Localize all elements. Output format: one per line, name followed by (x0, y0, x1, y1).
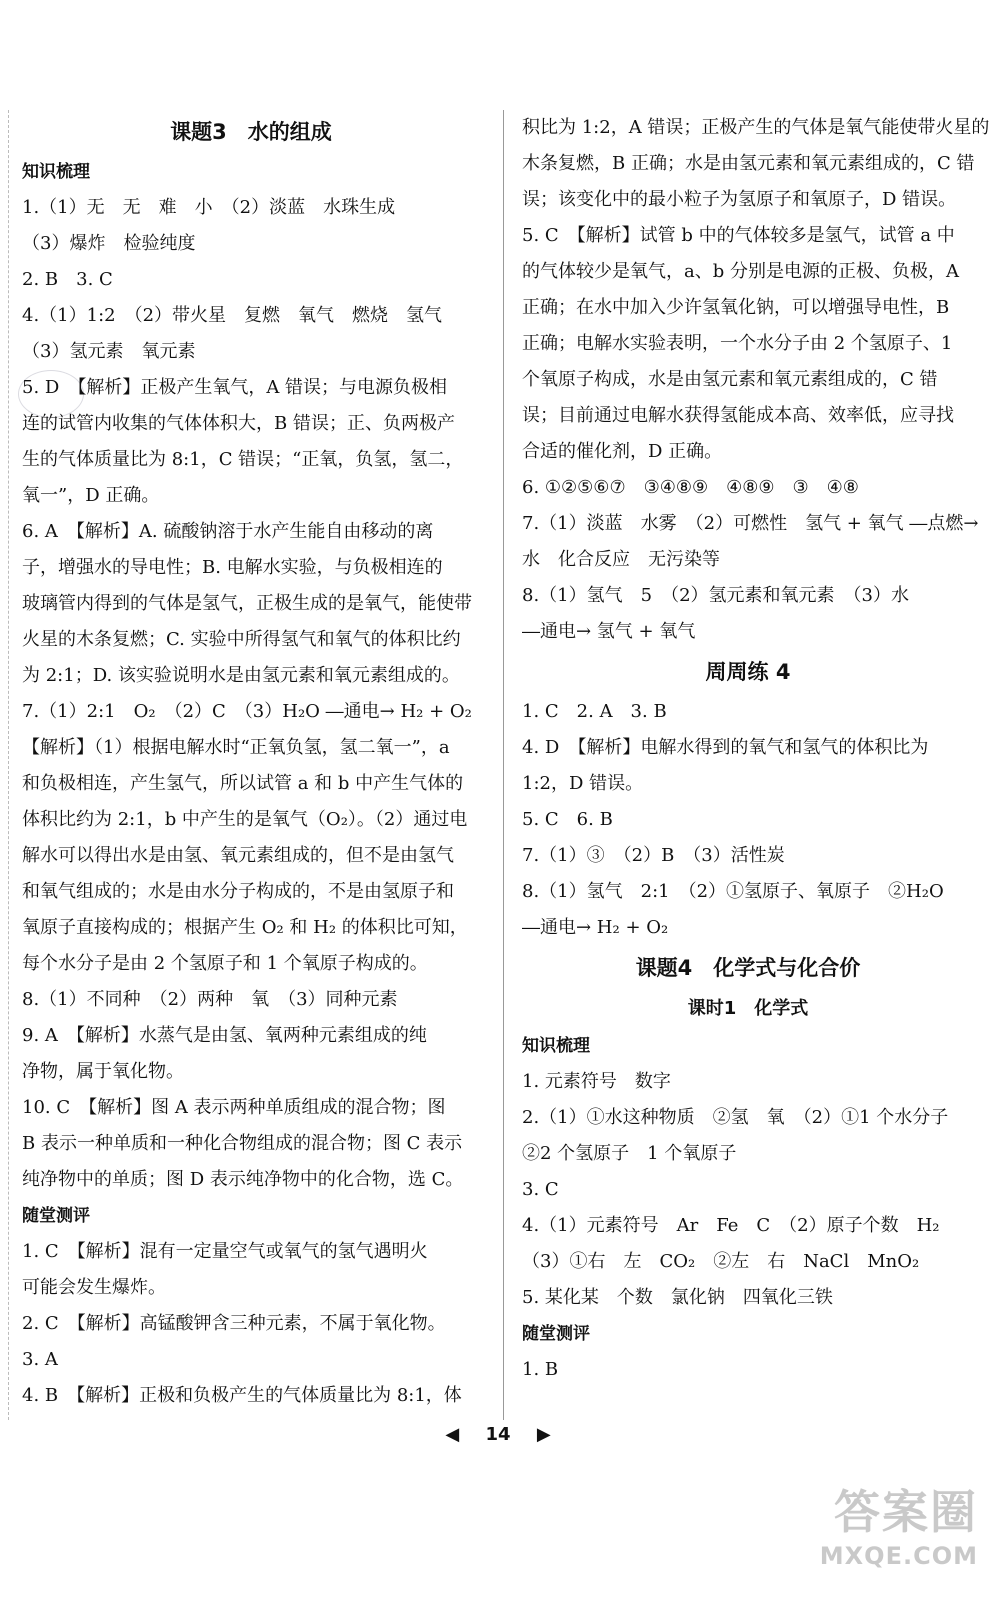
text-line: 5. 某化某 个数 氯化钠 四氧化三铁 (522, 1287, 833, 1308)
text-line: 玻璃管内得到的气体是氢气，正极生成的是氧气，能使带 (22, 593, 472, 614)
text-line: 8.（1）氢气 2:1 （2）①氢原子、氧原子 ②H₂O (522, 881, 944, 902)
text-line: （3）①右 左 CO₂ ②左 右 NaCl MnO₂ (522, 1251, 920, 1272)
text-line: 氧一”，D 正确。 (22, 485, 160, 506)
text-line: 1:2，D 错误。 (522, 773, 644, 794)
text-line: 7.（1）③ （2）B （3）活性炭 (522, 845, 785, 866)
text-line: 4.（1）1:2 （2）带火星 复燃 氧气 燃烧 氢气 (22, 305, 443, 326)
text-line: 5. D 【解析】正极产生氧气，A 错误；与电源负极相 (22, 377, 448, 398)
text-line: 误；该变化中的最小粒子为氢原子和氧原子，D 错误。 (522, 189, 957, 210)
lesson-subtitle: 课时1 化学式 (687, 998, 809, 1019)
text-line: 2. C 【解析】高锰酸钾含三种元素，不属于氧化物。 (22, 1313, 446, 1334)
text-line: 可能会发生爆炸。 (22, 1277, 166, 1298)
text-line: 正确；电解水实验表明，一个水分子由 2 个氢原子、1 (522, 333, 953, 354)
left-column (22, 110, 480, 1414)
section-heading: 知识梳理 (522, 1036, 590, 1056)
text-line: 和负极相连，产生氢气，所以试管 a 和 b 中产生气体的 (22, 773, 464, 794)
text-line: （3）爆炸 检验纯度 (22, 233, 196, 254)
text-line: 火星的木条复燃；C. 实验中所得氢气和氧气的体积比约 (22, 629, 461, 650)
text-line: 积比为 1:2，A 错误；正极产生的气体是氧气能使带火星的 (522, 117, 990, 138)
text-line: 4. D 【解析】电解水得到的氧气和氢气的体积比为 (522, 737, 929, 758)
section-heading: 知识梳理 (22, 162, 90, 182)
section-title: 课题4 化学式与化合价 (635, 956, 861, 980)
text-line: 纯净物中的单质；图 D 表示纯净物中的化合物，选 C。 (22, 1169, 464, 1190)
text-line: 每个水分子是由 2 个氢原子和 1 个氧原子构成的。 (22, 953, 428, 974)
text-line: 1. B (522, 1359, 559, 1380)
text-line: 【解析】（1）根据电解水时“正氧负氢，氢二氧一”，a (22, 737, 450, 758)
watermark-text: 答案圈 (834, 1485, 978, 1539)
text-line: 体积比约为 2:1，b 中产生的是氧气（O₂）。（2）通过电 (22, 809, 468, 830)
text-line: 个氧原子构成，水是由氢元素和氧元素组成的，C 错 (522, 369, 938, 390)
text-line: 和氧气组成的；水是由水分子构成的，不是由氢原子和 (22, 881, 454, 902)
text-line: ②2 个氢原子 1 个氧原子 (522, 1143, 737, 1164)
text-line: 2. B 3. C (22, 269, 113, 290)
text-line: 9. A 【解析】水蒸气是由氢、氧两种元素组成的纯 (22, 1025, 427, 1046)
text-line: 水 化合反应 无污染等 (522, 549, 720, 570)
text-line: （3）氢元素 氧元素 (22, 341, 196, 362)
text-line: 10. C 【解析】图 A 表示两种单质组成的混合物；图 (22, 1097, 446, 1118)
text-line: 3. C (522, 1179, 559, 1200)
left-content (22, 154, 480, 1414)
text-line: 1. C 2. A 3. B (522, 701, 667, 722)
text-line: 木条复燃，B 正确；水是由氢元素和氧元素组成的，C 错 (522, 153, 975, 174)
next-page-icon[interactable]: ▶ (536, 1424, 551, 1445)
text-line: 为 2:1；D. 该实验说明水是由氢元素和氧元素组成的。 (22, 665, 460, 686)
text-line: 8.（1）不同种 （2）两种 氧 （3）同种元素 (22, 989, 398, 1010)
text-line: 误；目前通过电解水获得氢能成本高、效率低，应寻找 (522, 405, 954, 426)
column-divider (503, 110, 504, 1420)
text-line: 8.（1）氢气 5 （2）氢元素和氧元素 （3）水 (522, 585, 909, 606)
section-heading: 随堂测评 (522, 1324, 590, 1344)
text-line: 2.（1）①水这种物质 ②氢 氧 （2）①1 个水分子 (522, 1107, 949, 1128)
lesson-title: 课题3 水的组成 (170, 120, 332, 144)
prev-page-icon[interactable]: ◀ (445, 1424, 460, 1445)
watermark-url: MXQE.COM (819, 1542, 978, 1570)
text-line: 1. C 【解析】混有一定量空气或氧气的氢气遇明火 (22, 1241, 428, 1262)
section-heading: 随堂测评 (22, 1206, 90, 1226)
page-number: 14 (485, 1424, 511, 1445)
text-line: 7.（1）2:1 O₂ （2）C （3）H₂O ―通电→ H₂ + O₂ (22, 701, 472, 722)
left-margin-rule (8, 110, 9, 1420)
watermark (820, 1476, 978, 1570)
text-line: ―通电→ H₂ + O₂ (522, 917, 669, 938)
right-column (522, 110, 990, 1388)
text-line: 正确；在水中加入少许氢氧化钠，可以增强导电性，B (522, 297, 950, 318)
page-footer (0, 1424, 996, 1445)
right-content (522, 110, 990, 1388)
text-line: 1.（1）无 无 难 小 （2）淡蓝 水珠生成 (22, 197, 396, 218)
text-line: 1. 元素符号 数字 (522, 1071, 671, 1092)
text-line: 子，增强水的导电性；B. 电解水实验，与负极相连的 (22, 557, 443, 578)
text-line: B 表示一种单质和一种化合物组成的混合物；图 C 表示 (22, 1133, 463, 1154)
text-line: 6. A 【解析】A. 硫酸钠溶于水产生能自由移动的离 (22, 521, 434, 542)
text-line: 生的气体质量比为 8:1，C 错误；“正氧，负氢，氢二， (22, 449, 464, 470)
text-line: 6. ①②⑤⑥⑦ ③④⑧⑨ ④⑧⑨ ③ ④⑧ (522, 477, 859, 498)
text-line: ―通电→ 氢气 + 氧气 (522, 621, 696, 642)
text-line: 4.（1）元素符号 Ar Fe C （2）原子个数 H₂ (522, 1215, 940, 1236)
text-line: 连的试管内收集的气体体积大，B 错误；正、负两极产 (22, 413, 455, 434)
text-line: 解水可以得出水是由氢、氧元素组成的，但不是由氢气 (22, 845, 454, 866)
text-line: 7.（1）淡蓝 水雾 （2）可燃性 氢气 + 氧气 ―点燃→ (522, 513, 979, 534)
text-line: 3. A (22, 1349, 58, 1370)
text-line: 的气体较少是氧气，a、b 分别是电源的正极、负极，A (522, 261, 959, 282)
text-line: 4. B 【解析】正极和负极产生的气体质量比为 8:1，体 (22, 1385, 462, 1406)
text-line: 合适的催化剂，D 正确。 (522, 441, 723, 462)
text-line: 5. C 6. B (522, 809, 613, 830)
section-title: 周周练 4 (705, 660, 791, 684)
text-line: 5. C 【解析】试管 b 中的气体较多是氢气，试管 a 中 (522, 225, 955, 246)
text-line: 氧原子直接构成的；根据产生 O₂ 和 H₂ 的体积比可知， (22, 917, 468, 938)
text-line: 净物，属于氧化物。 (22, 1061, 184, 1082)
